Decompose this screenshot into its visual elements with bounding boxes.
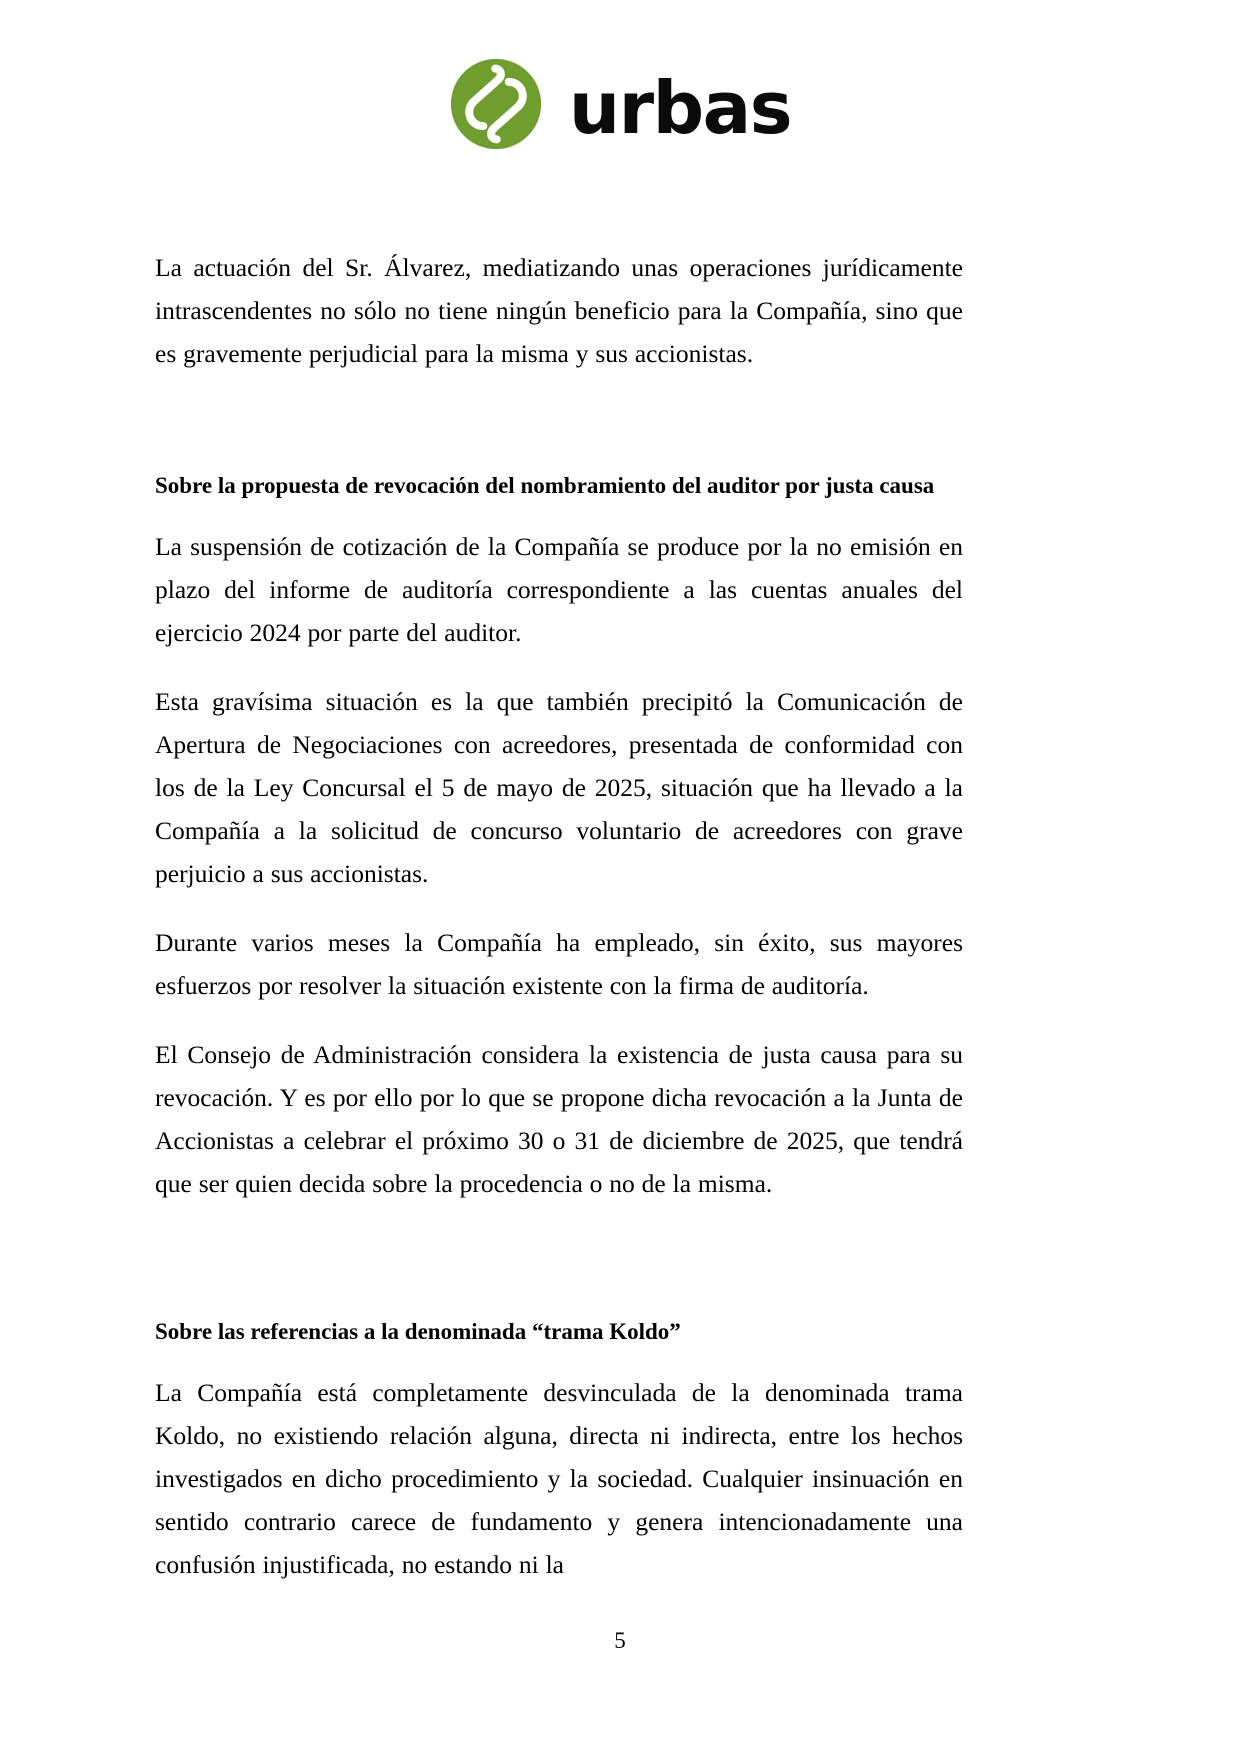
urbas-circle-knot-logo-icon — [449, 57, 543, 151]
paragraph-esfuerzos-auditoria: Durante varios meses la Compañía ha empleado, sin éxito, sus mayores esfuerzos por resolver la situación existente con la firma de auditoría. — [155, 928, 963, 1000]
section-spacer — [155, 401, 963, 467]
brand-header — [0, 57, 1240, 151]
paragraph-suspension-cotizacion: La suspensión de cotización de la Compañía se produce por la no emisión en plazo del informe de auditoría correspondiente a las cuentas anuales del ejercicio 2024 por parte del auditor. — [155, 532, 963, 647]
paragraph-gravisima-situacion: Esta gravísima situación es la que también precipitó la Comunicación de Apertura de Negociaciones con acreedores, presentada de conformidad con los de la Ley Concursal el 5 de mayo de 2025, situación que ha llevado a la Compañía a la solicitud de concurso voluntario de acreedores con grave perjuicio a sus accionistas. — [155, 687, 963, 888]
paragraph-desvinculacion-trama-koldo: La Compañía está completamente desvinculada de la denominada trama Koldo, no existiendo relación alguna, directa ni indirecta, entre los hechos investigados en dicho procedimiento y la sociedad. Cualquier insinuación en sentido contrario carece de fundamento y genera intencionadamente una confusión injustificada, no estando ni la — [155, 1378, 963, 1579]
section-spacer — [155, 1231, 963, 1313]
document-body — [155, 246, 963, 1612]
page-number: 5 — [614, 1628, 626, 1653]
heading-revocacion-auditor: Sobre la propuesta de revocación del nombramiento del auditor por justa causa — [155, 473, 935, 498]
paragraph-consejo-administracion: El Consejo de Administración considera la existencia de justa causa para su revocación. Y es por ello por lo que se propone dicha revocación a la Junta de Accionistas a celebrar el próximo 30 o 31 de diciembre de 2025, que tendrá que ser quien decida sobre la procedencia o no de la misma. — [155, 1040, 963, 1198]
heading-trama-koldo: Sobre las referencias a la denominada “trama Koldo” — [155, 1319, 681, 1344]
urbas-wordmark: urbas — [568, 66, 792, 150]
paragraph-actuacion-alvarez: La actuación del Sr. Álvarez, mediatizando unas operaciones jurídicamente intrascendentes no sólo no tiene ningún beneficio para la Compañía, sino que es gravemente perjudicial para la misma y sus accionistas. — [155, 253, 963, 368]
